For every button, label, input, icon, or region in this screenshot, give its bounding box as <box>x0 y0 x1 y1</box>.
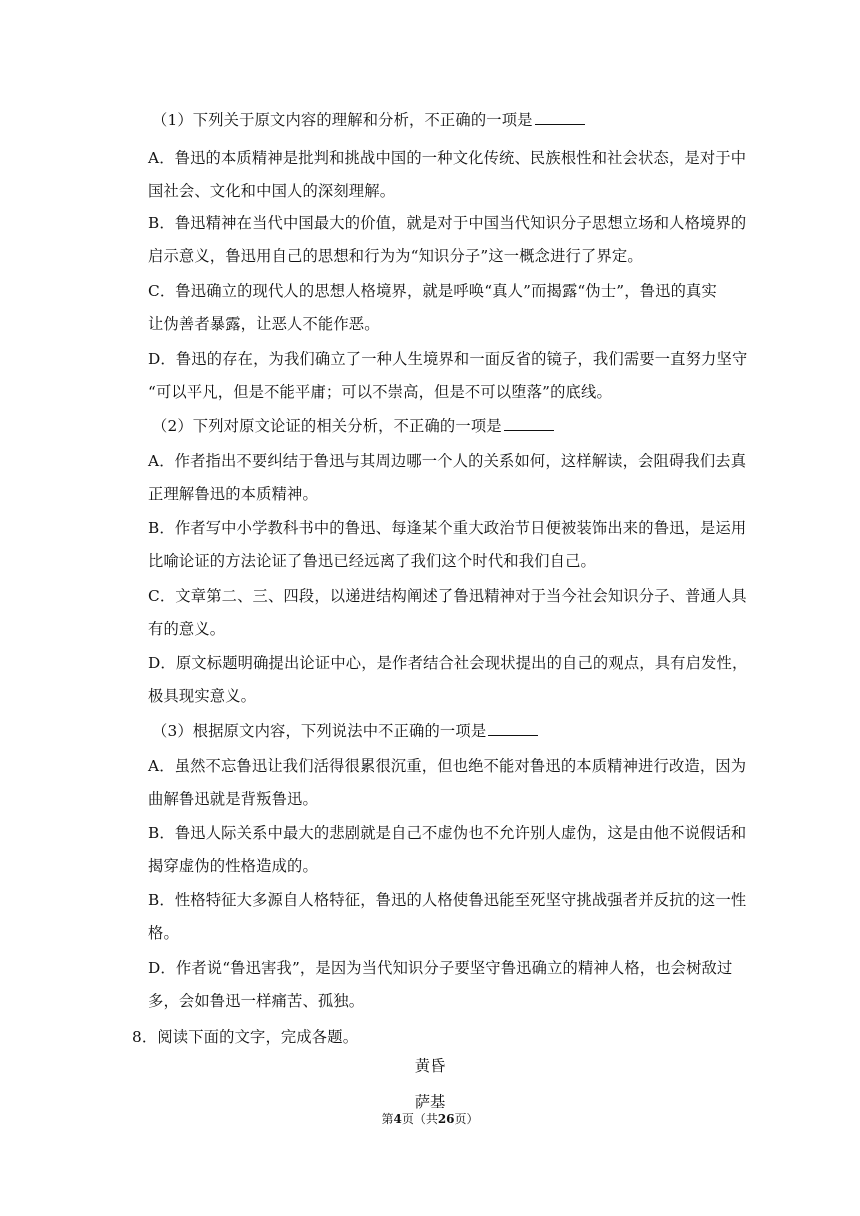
q2-option-d-line-2: 极具现实意义。 <box>148 687 257 705</box>
question-3-title-text: （3）根据原文内容，下列说法中不正确的一项是 <box>152 722 487 740</box>
q1-option-d-line-1: D．鲁迅的存在，为我们确立了一种人生境界和一面反省的镜子，我们需要一直努力坚守 <box>148 350 748 368</box>
footer-page-number: 4 <box>393 1112 402 1126</box>
q3-option-b-line-2: 揭穿虚伪的性格造成的。 <box>148 857 318 875</box>
q3-option-d-line-1: D．作者说“鲁迅害我”，是因为当代知识分子要坚守鲁迅确立的精神人格，也会树敌过 <box>148 959 733 977</box>
q3-option-b2-line-2: 格。 <box>148 924 179 942</box>
footer-total-pages: 26 <box>437 1112 455 1126</box>
page-footer <box>0 1111 860 1127</box>
q2-option-c-line-1: C．文章第二、三、四段，以递进结构阐述了鲁迅精神对于当今社会知识分子、普通人具 <box>148 587 747 605</box>
q2-option-a-line-1: A．作者指出不要纠结于鲁迅与其周边哪一个人的关系如何，这样解读，会阻碍我们去真 <box>148 452 747 470</box>
question-3-title <box>152 721 538 741</box>
question-2-title-text: （2）下列对原文论证的相关分析，不正确的一项是 <box>152 417 502 435</box>
q2-option-b-line-2: 比喻论证的方法论证了鲁迅已经远离了我们这个时代和我们自己。 <box>148 552 596 570</box>
q1-option-b-line-2: 启示意义，鲁迅用自己的思想和行为为“知识分子”这一概念进行了界定。 <box>148 247 643 265</box>
q3-option-d-line-2: 多，会如鲁迅一样痛苦、孤独。 <box>148 992 365 1010</box>
q1-option-b-line-1: B．鲁迅精神在当代中国最大的价值，就是对于中国当代知识分子思想立场和人格境界的 <box>148 214 747 232</box>
q3-option-a-line-1: A．虽然不忘鲁迅让我们活得很累很沉重，但也绝不能对鲁迅的本质精神进行改造，因为 <box>148 757 747 775</box>
q2-option-b-line-1: B．作者写中小学教科书中的鲁迅、每逢某个重大政治节日便被装饰出来的鲁迅，是运用 <box>148 519 747 537</box>
answer-blank <box>488 721 538 736</box>
q3-option-a-line-2: 曲解鲁迅就是背叛鲁迅。 <box>148 790 318 808</box>
q1-option-a-line-2: 国社会、文化和中国人的深刻理解。 <box>148 182 396 200</box>
q2-option-d-line-1: D．原文标题明确提出论证中心，是作者结合社会现状提出的自己的观点，具有启发性， <box>148 654 748 672</box>
q1-option-c-line-2: 让伪善者暴露，让恶人不能作恶。 <box>148 315 380 333</box>
question-1-title <box>152 110 585 130</box>
q1-option-d-line-2: “可以平凡，但是不能平庸；可以不崇高，但是不可以堕落”的底线。 <box>148 383 612 401</box>
passage-author: 萨基 <box>414 1093 446 1111</box>
answer-blank <box>504 416 554 431</box>
passage-title: 黄昏 <box>414 1057 446 1075</box>
q3-option-b-line-1: B．鲁迅人际关系中最大的悲剧就是自己不虚伪也不允许别人虚伪，这是由他不说假话和 <box>148 824 747 842</box>
q3-option-b2-line-1: B．性格特征大多源自人格特征，鲁迅的人格使鲁迅能至死坚守挑战强者并反抗的这一性 <box>148 891 747 909</box>
q1-option-a-line-1: A．鲁迅的本质精神是批判和挑战中国的一种文化传统、民族根性和社会状态，是对于中 <box>148 149 747 167</box>
q1-option-c-line-1: C．鲁迅确立的现代人的思想人格境界，就是呼唤“真人”而揭露“伪士”，鲁迅的真实 <box>148 282 717 300</box>
section-8-heading: 8．阅读下面的文字，完成各题。 <box>132 1028 359 1046</box>
answer-blank <box>535 110 585 125</box>
footer-suffix: 页） <box>454 1112 479 1126</box>
q2-option-c-line-2: 有的意义。 <box>148 620 226 638</box>
question-2-title <box>152 416 554 436</box>
question-1-title-text: （1）下列关于原文内容的理解和分析，不正确的一项是 <box>152 111 533 129</box>
footer-prefix: 第 <box>381 1112 394 1126</box>
footer-middle: 页（共 <box>401 1112 438 1126</box>
q2-option-a-line-2: 正理解鲁迅的本质精神。 <box>148 485 318 503</box>
